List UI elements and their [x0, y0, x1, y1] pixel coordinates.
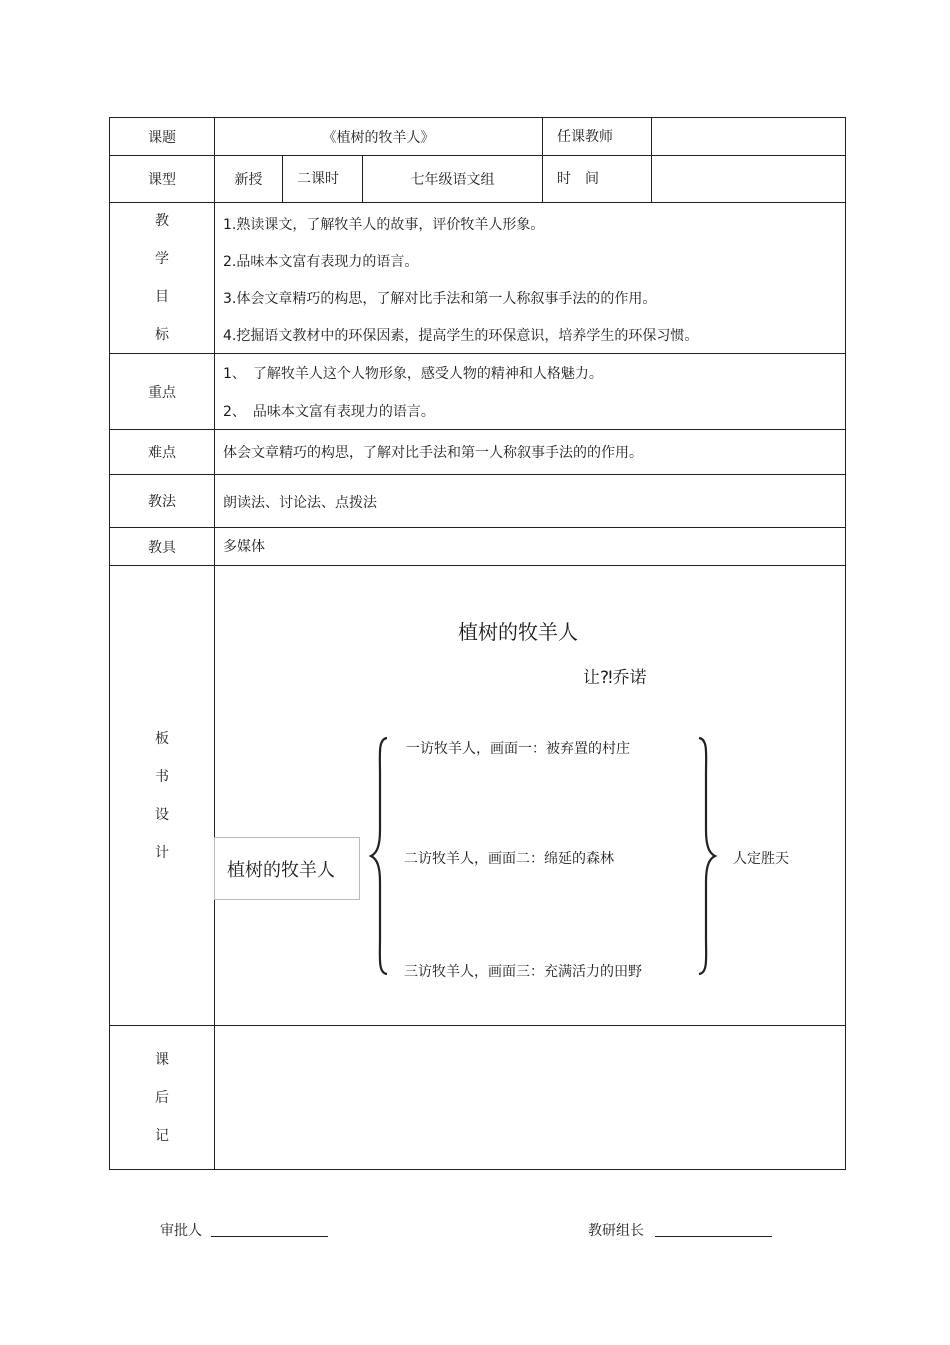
teacher-label: 任课教师 [542, 117, 652, 156]
keypoints-label: 重点 [109, 353, 215, 430]
objectives-content [214, 202, 846, 354]
methods-label: 教法 [109, 474, 215, 528]
tools-content: 多媒体 [214, 527, 846, 566]
afterword-label: 课 后 记 [109, 1025, 215, 1170]
visit-item: 三访牧羊人，画面三：充满活力的田野 [404, 964, 642, 980]
afterword-content[interactable] [214, 1025, 846, 1170]
left-brace-icon [367, 734, 393, 978]
keypoint-item: 1、 了解牧羊人这个人物形象，感受人物的精神和人格魅力。 [223, 366, 603, 382]
difficulty-content: 体会文章精巧的构思，了解对比手法和第一人称叙事手法的的作用。 [214, 429, 846, 475]
time-value[interactable] [651, 155, 846, 203]
objective-item: 3.体会文章精巧的构思，了解对比手法和第一人称叙事手法的的作用。 [223, 291, 657, 307]
board-conclusion: 人定胜天 [733, 851, 789, 867]
period-value: 二课时 [282, 155, 363, 203]
objectives-label: 教 学 目 标 [109, 202, 215, 354]
keypoint-item: 2、 品味本文富有表现力的语言。 [223, 404, 435, 420]
objective-item: 2.品味本文富有表现力的语言。 [223, 254, 419, 270]
keypoints-content [214, 353, 846, 430]
board-title-box: 植树的牧羊人 [214, 837, 360, 900]
objective-item: 4.挖掘语文教材中的环保因素，提高学生的环保意识，培养学生的环保习惯。 [223, 328, 699, 344]
leader-label: 教研组长 [588, 1223, 644, 1239]
topic-value: 《植树的牧羊人》 [214, 117, 543, 156]
objective-item: 1.熟读课文，了解牧羊人的故事，评价牧羊人形象。 [223, 217, 545, 233]
approver-label: 审批人 [160, 1223, 202, 1239]
leader-signature-line[interactable] [655, 1236, 772, 1237]
approver-signature-line[interactable] [211, 1236, 328, 1237]
topic-label: 课题 [109, 117, 215, 156]
board-label: 板 书 设 计 [109, 565, 215, 1026]
visit-item: 二访牧羊人，画面二：绵延的森林 [404, 851, 614, 867]
right-brace-icon [693, 734, 719, 978]
time-label: 时 间 [542, 155, 652, 203]
type-value: 新授 [214, 155, 283, 203]
teacher-value[interactable] [651, 117, 846, 156]
board-title: 植树的牧羊人 [458, 620, 578, 644]
board-content [214, 565, 846, 1026]
visit-item: 一访牧羊人，画面一：被弃置的村庄 [406, 741, 630, 757]
difficulty-label: 难点 [109, 429, 215, 475]
methods-content: 朗读法、讨论法、点拨法 [214, 474, 846, 528]
board-author: 让⁈乔诺 [583, 668, 647, 688]
group-value: 七年级语文组 [362, 155, 543, 203]
type-label: 课型 [109, 155, 215, 203]
tools-label: 教具 [109, 527, 215, 566]
